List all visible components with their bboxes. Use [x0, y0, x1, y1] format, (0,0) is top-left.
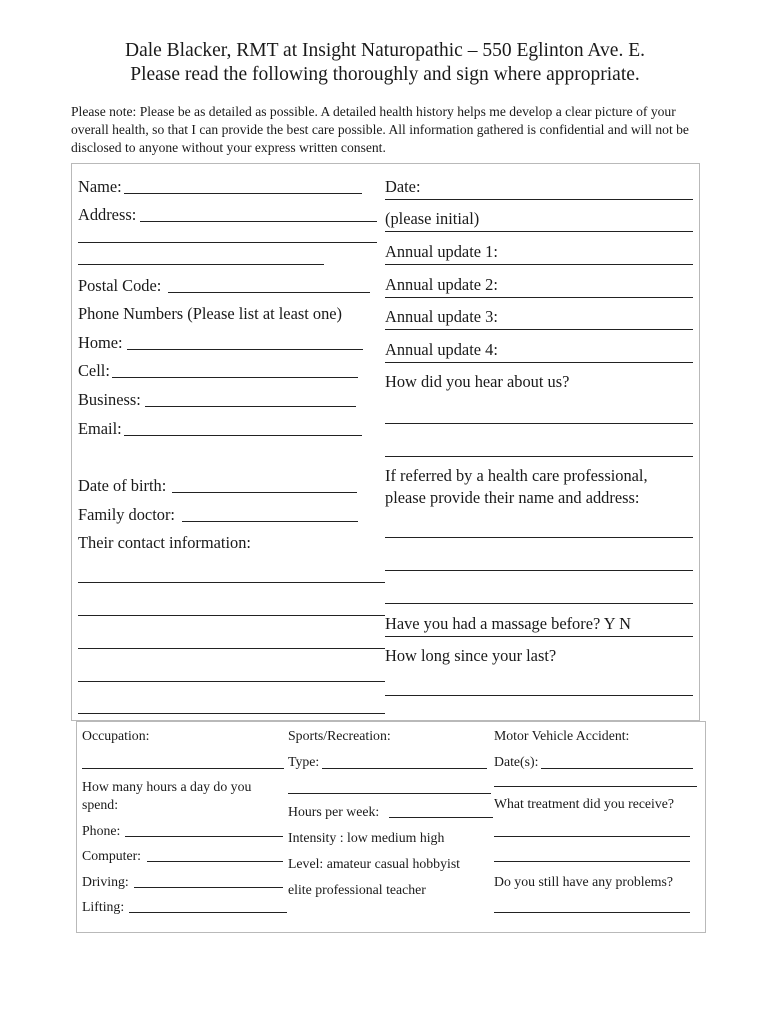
sports-type-field-2[interactable]	[288, 793, 491, 794]
last-massage-field[interactable]	[385, 695, 693, 696]
hours-week-field[interactable]	[389, 817, 493, 818]
annual-update-3-label: Annual update 3:	[385, 307, 498, 326]
phone-numbers-label: Phone Numbers (Please list at least one)	[78, 304, 343, 323]
cell-phone-label: Cell:	[78, 361, 110, 380]
computer-hours-label: Computer:	[82, 848, 142, 863]
home-phone-label: Home:	[78, 333, 123, 352]
email-field[interactable]	[124, 435, 362, 436]
mva-dates-label: Date(s):	[494, 754, 539, 769]
doctor-contact-line-5[interactable]	[78, 713, 385, 714]
privacy-note: Please note: Please be as detailed as possible. A detailed health history helps me develop a clear picture of your overall health, so that I can provide the best care possible. All information gathered is confidential and will not be disclosed to anyone without your express written consent.	[71, 104, 689, 155]
referred-label-1: If referred by a health care professional,	[385, 466, 648, 485]
date-label: Date:	[385, 177, 421, 196]
driving-hours-field[interactable]	[134, 887, 283, 888]
address-field-3[interactable]	[78, 264, 324, 265]
massage-before-field[interactable]	[385, 636, 693, 637]
activity-info-box	[76, 721, 706, 933]
header-line-1: Dale Blacker, RMT at Insight Naturopathic – 550 Eglinton Ave. E.	[124, 40, 646, 61]
referrer-line-2[interactable]	[385, 570, 693, 571]
annual-update-1-label: Annual update 1:	[385, 242, 498, 261]
occupation-label: Occupation:	[82, 728, 150, 743]
home-phone-field[interactable]	[127, 349, 363, 350]
phone-hours-field[interactable]	[125, 836, 283, 837]
cell-phone-field[interactable]	[112, 377, 358, 378]
annual-update-2-label: Annual update 2:	[385, 275, 498, 294]
last-massage-label: How long since your last?	[385, 646, 557, 665]
phone-hours-label: Phone:	[82, 823, 121, 838]
treatment-field-2[interactable]	[494, 861, 690, 862]
treatment-label: What treatment did you receive?	[494, 796, 675, 811]
email-label: Email:	[78, 419, 122, 438]
mva-dates-field[interactable]	[541, 768, 693, 769]
initial-field[interactable]	[385, 231, 693, 232]
treatment-field-1[interactable]	[494, 836, 690, 837]
hours-week-label: Hours per week:	[288, 804, 380, 819]
annual-update-4-field[interactable]	[385, 362, 693, 363]
referral-source-label: How did you hear about us?	[385, 372, 570, 391]
annual-update-4-label: Annual update 4:	[385, 340, 498, 359]
hours-day-label-2: spend:	[82, 797, 119, 812]
referrer-line-3[interactable]	[385, 603, 693, 604]
doctor-contact-line-2[interactable]	[78, 615, 385, 616]
family-doctor-field[interactable]	[182, 521, 358, 522]
referred-label-2: please provide their name and address:	[385, 488, 640, 507]
level-options[interactable]: Level: amateur casual hobbyist	[288, 856, 461, 871]
doctor-contact-label: Their contact information:	[78, 533, 251, 552]
mva-label: Motor Vehicle Accident:	[494, 728, 630, 743]
problems-label: Do you still have any problems?	[494, 874, 673, 889]
sports-type-label: Type:	[288, 754, 320, 769]
sports-type-field[interactable]	[322, 768, 487, 769]
postal-code-field[interactable]	[168, 292, 370, 293]
mva-dates-field-2[interactable]	[494, 786, 697, 787]
intensity-options[interactable]: Intensity : low medium high	[288, 830, 445, 845]
referrer-line-1[interactable]	[385, 537, 693, 538]
dob-field[interactable]	[172, 492, 357, 493]
hours-day-label-1: How many hours a day do you	[82, 779, 252, 794]
address-label: Address:	[78, 205, 137, 224]
business-phone-field[interactable]	[145, 406, 356, 407]
name-field[interactable]	[124, 193, 362, 194]
level-options-2[interactable]: elite professional teacher	[288, 882, 426, 897]
doctor-contact-line-1[interactable]	[78, 582, 385, 583]
annual-update-3-field[interactable]	[385, 329, 693, 330]
computer-hours-field[interactable]	[147, 861, 283, 862]
referral-source-line-1[interactable]	[385, 423, 693, 424]
annual-update-1-field[interactable]	[385, 264, 693, 265]
massage-before-label: Have you had a massage before? Y N	[385, 614, 631, 633]
doctor-contact-line-4[interactable]	[78, 681, 385, 682]
address-field-1[interactable]	[140, 221, 377, 222]
name-label: Name:	[78, 177, 122, 196]
problems-field[interactable]	[494, 912, 690, 913]
date-field[interactable]	[385, 199, 693, 200]
doctor-contact-line-3[interactable]	[78, 648, 385, 649]
driving-hours-label: Driving:	[82, 874, 129, 889]
referral-source-line-2[interactable]	[385, 456, 693, 457]
dob-label: Date of birth:	[78, 476, 167, 495]
annual-update-2-field[interactable]	[385, 297, 693, 298]
address-field-2[interactable]	[78, 242, 377, 243]
family-doctor-label: Family doctor:	[78, 505, 175, 524]
lifting-hours-label: Lifting:	[82, 899, 125, 914]
business-phone-label: Business:	[78, 390, 141, 409]
postal-code-label: Postal Code:	[78, 276, 162, 295]
header-line-2: Please read the following thoroughly and sign where appropriate.	[130, 64, 640, 85]
lifting-hours-field[interactable]	[129, 912, 287, 913]
occupation-field[interactable]	[82, 768, 284, 769]
sports-label: Sports/Recreation:	[288, 728, 391, 743]
initial-label: (please initial)	[385, 209, 480, 228]
